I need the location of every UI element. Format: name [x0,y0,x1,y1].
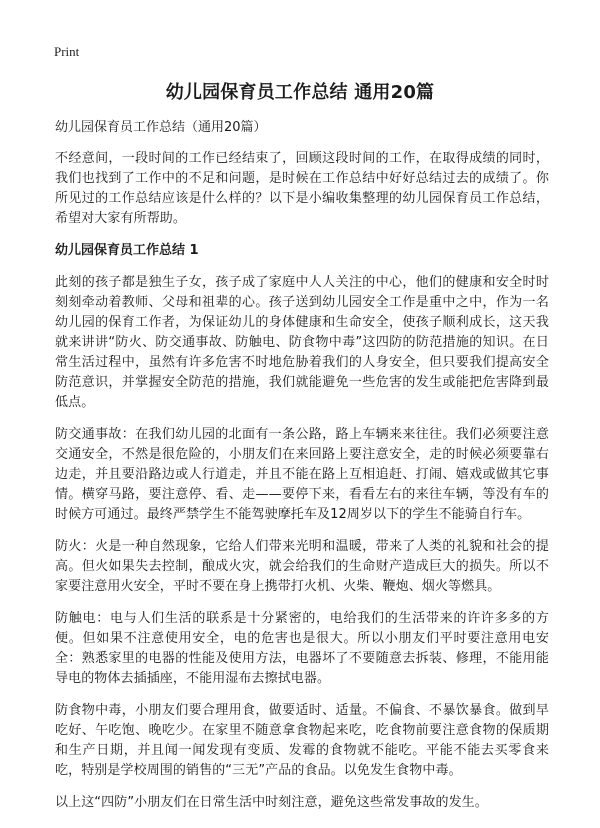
document-subtitle: 幼儿园保育员工作总结（通用20篇） [55,120,267,135]
body-paragraph: 防触电：电与人们生活的联系是十分紧密的，电给我们的生活带来的许许多多的方便。但如果不注意使用安全，电的危害也是很大。所以小朋友们平时要注意用电安全：熟悉家里的电器的性能及使用方法，电器坏了不要随意去拆装、修理，不能用能导电的物体去插插座，不能用湿布去擦拭电器。 [55,611,549,686]
section-heading: 幼儿园保育员工作总结 1 [55,243,199,258]
print-link[interactable]: Print [54,44,80,59]
body-paragraph: 防食物中毒，小朋友们要合理用食，做要适时、适量。不偏食、不暴饮暴食。做到早吃好、午吃饱、晚吃少。在家里不随意拿食物起来吃，吃食物前要注意食物的保质期和生产日期，并且闻一闻发现有变质、发霉的食物就不能吃。平能不能去买零食来吃，特别是学校周围的销售的“三无”产品的食品。以免发生食物中毒。 [55,703,549,778]
body-paragraph: 防交通事故：在我们幼儿园的北面有一条公路，路上车辆来来往往。我们必须要注意交通安全，不然是很危险的，小朋友们在来回路上要注意安全，走的时候必须要靠右边走，并且要沿路边或人行道走，并且不能在路上互相追赶、打闹、嬉戏或做其它事情。横穿马路，要注意停、看、走——要停下来，看看左右的来往车辆，等没有车的时候方可通过。最终严禁学生不能驾驶摩托车及12周岁以下的学生不能骑自行车。 [55,427,549,522]
body-paragraph: 防火：火是一种自然现象，它给人们带来光明和温暖，带来了人类的礼貌和社会的提高。但火如果失去控制，酿成火灾，就会给我们的生命财产造成巨大的损失。所以不家要注意用火安全，平时不要在身上携带打火机、火柴、鞭炮、烟火等燃具。 [55,539,549,594]
document-title: 幼儿园保育员工作总结 通用20篇 [165,82,435,103]
body-paragraph: 以上这“四防”小朋友们在日常生活中时刻注意，避免这些常发事故的发生。 [55,795,488,810]
body-paragraph: 此刻的孩子都是独生子女，孩子成了家庭中人人关注的中心，他们的健康和安全时时刻刻牵动着教师、父母和祖辈的心。孩子送到幼儿园安全工作是重中之中，作为一名幼儿园的保育工作者，为保证幼儿的身体健康和生命安全，使孩子顺利成长，这天我就来讲讲“防火、防交通事故、防触电、防食物中毒”这四防的防范措施的知识。在日常生活过程中，虽然有许多危害不时地危胁着我们的人身安全，但只要我们提高安全防范意识，并掌握安全防范的措施，我们就能避免一些危害的发生或能把危害降到最低点。 [55,275,549,410]
intro-paragraph: 不经意间，一段时间的工作已经结束了，回顾这段时间的工作，在取得成绩的同时，我们也找到了工作中的不足和问题，是时候在工作总结中好好总结过去的成绩了。你所见过的工作总结应该是什么样的？以下是小编收集整理的幼儿园保育员工作总结，希望对大家有所帮助。 [55,151,549,226]
document-body [55,119,549,825]
